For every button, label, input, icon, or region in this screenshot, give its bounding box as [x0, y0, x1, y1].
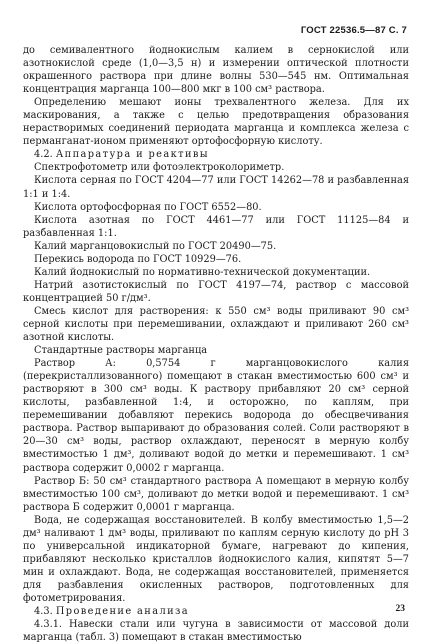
standard-header: ГОСТ 22536.5—87 С. 7: [300, 25, 407, 36]
paragraph-4-3-1: 4.3.1. Навески стали или чугуна в зависимости от массовой доли марганца (табл. 3) помещают в стакан вместимостью: [23, 619, 409, 644]
reagent-item: Стандартные растворы марганца: [34, 345, 208, 357]
page-number: 23: [395, 604, 405, 614]
paragraph-interference: Определению мешают ионы трехвалентного железа. Для их маскирования, а также с целью предотвращения образования нерастворимых соединений периодата марганца и комплекса железа с перманганат-ионом применяют ортофосфорную кислоту.: [23, 97, 409, 148]
paragraph-water: Вода, не содержащая восстановителей. В колбу вместимостью 1,5—2 дм³ наливают 1 дм³ воды, приливают по каплям серную кислоту до pH 3 по универсальной индикаторной бумаге, нагревают до кипения, прибавляют несколько кристаллов йоднокислого калия, кипятят 5—7 мин и охлаждают. Вода, не содержащая восстановителей, применяется для разбавления окисленных растворов, подготовленных для фотометрирования.: [23, 514, 409, 604]
section-heading-apparatus: [23, 148, 409, 161]
reagent-item: Смесь кислот для растворения: к 550 см³ воды приливают 90 см³ серной кислоты при перемешивании, охлаждают и приливают 260 см³ азотной кислоты.: [23, 305, 409, 344]
paragraph-solution-a: Раствор А: 0,5754 г марганцовокислого калия (перекристаллизованного) помещают в стакан вместимостью 600 см³ и растворяют в 300 см³ воды. К раствору прибавляют 20 см³ серной кислоты, разбавленной 1:4, и осторожно, по каплям, при перемешивании добавляют перекись водорода до обесцвечивания раствора. Раствор выпаривают до образования солей. Соли растворяют в 20—30 см³ воды, раствор охлаждают, переносят в мерную колбу вместимостью 1 дм³, доливают водой до метки и перемешивают. 1 см³ раствора содержит 0,0002 г марганца.: [23, 358, 409, 474]
reagent-item: Калий йоднокислый по нормативно-технической документации.: [34, 266, 371, 278]
reagent-item: Перекись водорода по ГОСТ 10929—76.: [34, 253, 242, 265]
paragraph-solution-b: Раствор Б: 50 см³ стандартного раствора А помещают в мерную колбу вместимостью 100 см³, доливают до метки водой и перемешивают. 1 см³ раствора Б содержит 0,0001 г марганца.: [23, 475, 409, 513]
reagent-item: Кислота серная по ГОСТ 4204—77 или ГОСТ 14262—78 и разбавленная 1:1 и 1:4.: [23, 175, 409, 200]
section-title: Проведение анализа: [55, 606, 190, 618]
section-title: Аппаратура и реактивы: [55, 149, 210, 161]
reagent-item: Кислота азотная по ГОСТ 4461—77 или ГОСТ 11125—84 и разбавленная 1:1.: [23, 214, 409, 239]
paragraph-method-principle: до семивалентного йоднокислым калием в сернокислой или азотнокислой среде (1,0—3,5 н) и измерении оптической плотности окрашенного раствора при длине волны 530—545 нм. Оптимальная концентрация марганца 100—800 мкг в 100 см³ раствора.: [23, 45, 409, 96]
reagent-item: Натрий азотистокислый по ГОСТ 4197—74, раствор с массовой концентрацией 50 г/дм³.: [23, 279, 409, 304]
reagent-item: Спектрофотометр или фотоэлектроколориметр.: [34, 162, 285, 174]
reagent-item: Калий марганцовокислый по ГОСТ 20490—75.: [34, 240, 277, 252]
document-body: [23, 44, 409, 644]
section-number: 4.3.: [34, 606, 53, 618]
section-heading-analysis: [23, 605, 409, 618]
section-number: 4.2.: [34, 149, 53, 161]
reagent-item: Кислота ортофосфорная по ГОСТ 6552—80.: [34, 201, 262, 213]
